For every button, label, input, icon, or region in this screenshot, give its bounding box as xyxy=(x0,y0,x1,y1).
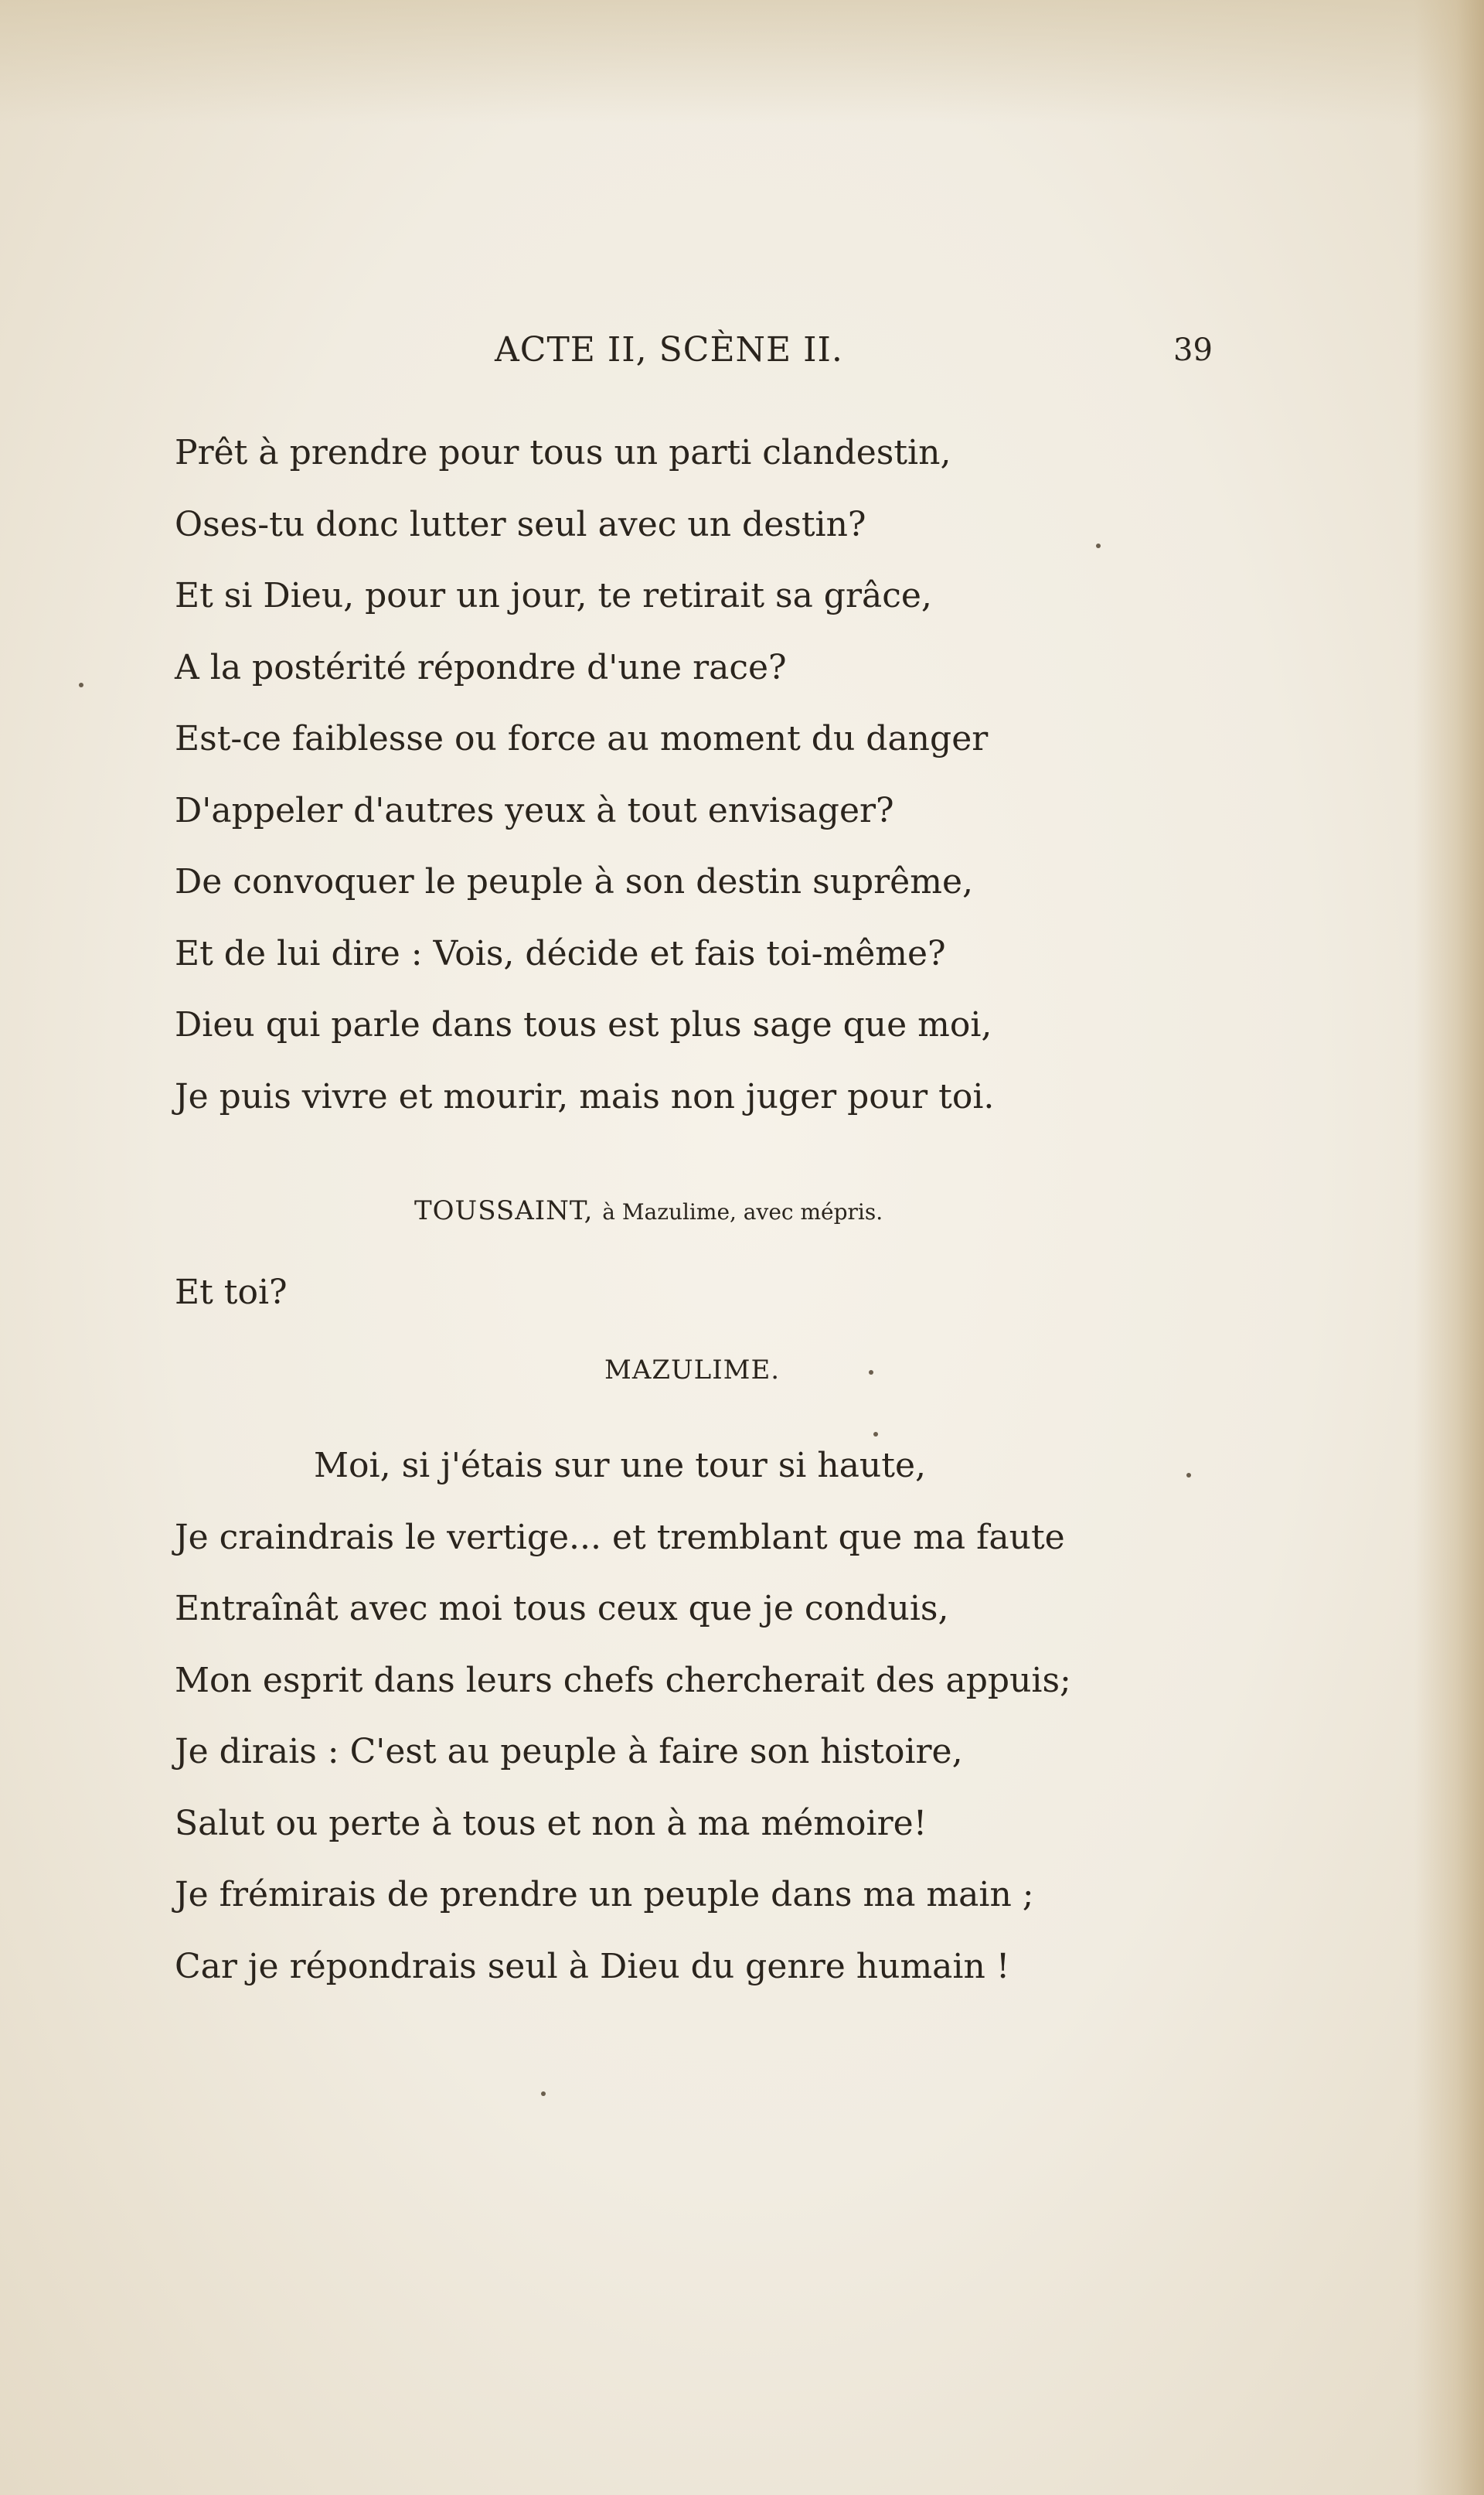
paper-speck xyxy=(869,1370,873,1375)
paper-speck xyxy=(1186,1473,1191,1478)
page-header xyxy=(0,323,1484,377)
speaker-heading-toussaint xyxy=(414,1195,883,1226)
reply-block xyxy=(175,1265,1257,1337)
verse-line: Et de lui dire : Vois, décide et fais toi-même? xyxy=(175,933,946,973)
verse-line: Oses-tu donc lutter seul avec un destin? xyxy=(175,504,866,544)
paper-speck xyxy=(873,1432,878,1437)
verse-line: Moi, si j'étais sur une tour si haute, xyxy=(314,1446,926,1485)
running-title: ACTE II, SCÈNE II. xyxy=(495,330,843,370)
verse-line: D'appeler d'autres yeux à tout envisager? xyxy=(175,790,894,830)
page-top-shading xyxy=(0,0,1484,124)
speaker-name: TOUSSAINT, xyxy=(414,1195,594,1226)
verse-line: Car je répondrais seul à Dieu du genre humain ! xyxy=(175,1946,1010,1986)
verse-line: Salut ou perte à tous et non à ma mémoire! xyxy=(175,1803,928,1843)
paper-speck xyxy=(79,683,83,687)
verse-line: Dieu qui parle dans tous est plus sage que moi, xyxy=(175,1005,992,1045)
verse-line: Prêt à prendre pour tous un parti clandestin, xyxy=(175,433,951,472)
verse-line: Je dirais : C'est au peuple à faire son histoire, xyxy=(175,1732,963,1771)
verse-line: Est-ce faiblesse ou force au moment du danger xyxy=(175,719,989,758)
verse-line: Je puis vivre et mourir, mais non juger pour toi. xyxy=(175,1076,995,1116)
verse-line: De convoquer le peuple à son destin suprême, xyxy=(175,862,973,902)
speaker-name: MAZULIME. xyxy=(604,1355,781,1386)
verse-block-1 xyxy=(175,425,1257,1140)
paper-speck xyxy=(1096,544,1101,548)
stage-direction: à Mazulime, avec mépris. xyxy=(602,1199,883,1225)
page-number: 39 xyxy=(1173,332,1213,368)
verse-line: Et toi? xyxy=(175,1273,288,1312)
verse-line: Mon esprit dans leurs chefs chercherait des appuis; xyxy=(175,1660,1071,1700)
verse-line: Entraînât avec moi tous ceux que je conduis, xyxy=(175,1589,949,1628)
paper-speck xyxy=(541,2091,546,2096)
verse-line: A la postérité répondre d'une race? xyxy=(175,647,787,687)
verse-line: Je craindrais le vertige... et tremblant que ma faute xyxy=(175,1517,1065,1557)
verse-block-2 xyxy=(175,1438,1257,2010)
verse-line: Je frémirais de prendre un peuple dans ma main ; xyxy=(175,1875,1034,1914)
speaker-heading-mazulime xyxy=(604,1355,780,1386)
verse-line: Et si Dieu, pour un jour, te retirait sa grâce, xyxy=(175,576,932,615)
